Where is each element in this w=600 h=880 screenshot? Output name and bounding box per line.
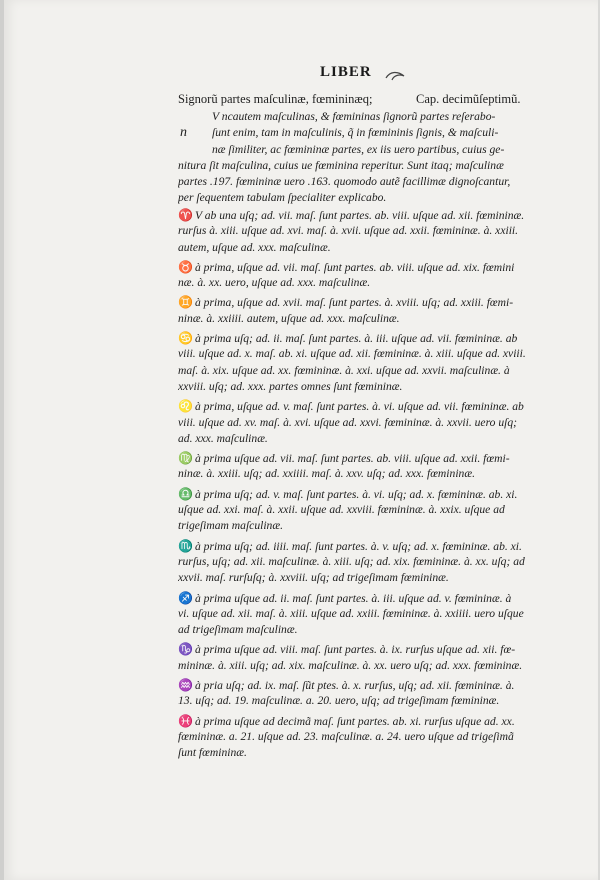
zodiac-sign-icon: ♎	[178, 486, 193, 501]
sign-text: à prima uſq; ad. ii. maſ. ſunt partes. à. iii. uſque ad. vii. fœmininæ. ab	[194, 332, 518, 346]
intro-line: per ſequentem tabulam ſpecialiter explicabo.	[178, 191, 387, 205]
sign-line	[178, 207, 550, 223]
zodiac-sign-icon: ♓	[178, 713, 193, 728]
sign-text: uſque ad. xxi. maſ. à. xxii. uſque ad. xxviii. fœmininæ. à. xxix. uſque ad	[178, 503, 505, 517]
sign-line	[178, 554, 550, 570]
intro-line: næ ſimiliter, ac fœmininæ partes, ex iis uero partibus, cuius ge-	[212, 142, 505, 156]
sign-paragraph	[178, 677, 550, 710]
sign-paragraph	[178, 330, 550, 395]
sign-paragraph	[178, 713, 550, 762]
sign-line	[178, 223, 550, 239]
intro-line: partes .197. fœmininæ uero .163. quomodo autẽ facillimæ dignoſcantur,	[178, 175, 511, 189]
sign-line	[178, 570, 550, 586]
sign-paragraph	[178, 398, 550, 447]
sign-line	[178, 466, 550, 482]
sign-text: fœmininæ. a. 21. uſque ad. 23. maſculinæ. a. 24. uero uſque ad trigeſimã	[178, 729, 514, 743]
sign-paragraph	[178, 590, 550, 639]
chapter-number: Cap. decimũſeptimũ.	[416, 92, 521, 106]
sign-text: à prima uſq; ad. v. maſ. ſunt partes. à. vi. uſq; ad. x. fœmininæ. ab. xi.	[194, 487, 518, 501]
sign-text: à prima uſque ad. vii. maſ. ſunt partes. ab. viii. uſque ad. xxii. fœmi-	[194, 452, 510, 466]
flourish-ornament	[384, 70, 408, 82]
sign-line	[178, 275, 550, 291]
sign-text: à prima uſque ad. ii. maſ. ſunt partes. à. iii. uſque ad. v. fœmininæ. à	[194, 591, 512, 605]
intro-paragraph	[178, 109, 550, 207]
sign-text: mininæ. à. xiii. uſq; ad. xix. maſculinæ. à. xx. uero uſq; ad. xxx. fœmininæ.	[178, 658, 523, 672]
sign-line	[178, 729, 550, 745]
sign-table	[178, 207, 550, 765]
zodiac-sign-icon: ♉	[178, 259, 193, 274]
sign-paragraph	[178, 294, 550, 327]
sign-text: à prima, uſque ad. v. maſ. ſunt partes. à. vi. uſque ad. vii. fœmininæ. ab	[194, 400, 524, 414]
sign-line	[178, 677, 550, 693]
sign-text: autem, uſque ad. xxx. maſculinæ.	[178, 240, 331, 254]
sign-text: trigeſimam maſculinæ.	[178, 519, 283, 533]
sign-line	[178, 590, 550, 606]
sign-text: vi. uſque ad. xii. maſ. à. xiii. uſque ad. xxiii. fœmininæ. à. xxiiii. uero uſque	[178, 606, 524, 620]
sign-text: xxviii. uſq; ad. xxx. partes omnes ſunt fœmininæ.	[178, 379, 403, 393]
zodiac-sign-icon: ♋	[178, 331, 193, 346]
sign-line	[178, 641, 550, 657]
sign-text: à prima, uſque ad. vii. maſ. ſunt partes. ab. viii. uſque ad. xix. fœmini	[194, 260, 515, 274]
sign-line	[178, 502, 550, 518]
sign-text: à pria uſq; ad. ix. maſ. ſũt ptes. à. x. rurſus, uſq; ad. xii. fœmininæ. à.	[194, 679, 515, 693]
sign-text: ſunt fœmininæ.	[178, 746, 247, 760]
sign-paragraph	[178, 450, 550, 483]
sign-line	[178, 346, 550, 362]
sign-text: à prima uſque ad decimã maſ. ſunt partes. ab. xi. rurſus uſque ad. xx.	[194, 714, 515, 728]
sign-line	[178, 330, 550, 346]
sign-line	[178, 745, 550, 761]
sign-line	[178, 538, 550, 554]
chapter-title: Signorũ partes maſculinæ, fœmininæq;	[178, 92, 373, 106]
sign-text: xxvii. maſ. rurſuſq; à. xxviii. uſq; ad trigeſimam fœmininæ.	[178, 571, 449, 585]
zodiac-sign-icon: ♒	[178, 678, 193, 693]
sign-line	[178, 658, 550, 674]
sign-text: næ. à. xx. uero, uſque ad. xxx. maſculinæ.	[178, 276, 371, 290]
intro-line: nitura ſit maſculina, cuius ue fœminina reperitur. Sunt itaq; maſculinæ	[178, 158, 504, 172]
zodiac-sign-icon: ♐	[178, 590, 193, 605]
sign-line	[178, 450, 550, 466]
sign-line	[178, 431, 550, 447]
sign-paragraph	[178, 486, 550, 535]
zodiac-sign-icon: ♑	[178, 642, 193, 657]
sign-line	[178, 713, 550, 729]
guide-letter: n	[180, 125, 187, 140]
sign-line	[178, 363, 550, 379]
running-head: LIBER	[320, 64, 372, 80]
zodiac-sign-icon: ♍	[178, 451, 193, 466]
zodiac-sign-icon: ♊	[178, 295, 193, 310]
sign-line	[178, 693, 550, 709]
sign-line	[178, 259, 550, 275]
zodiac-sign-icon: ♌	[178, 399, 193, 414]
sign-text: 13. uſq; ad. 19. maſculinæ. a. 20. uero, uſq; ad trigeſimam fœmininæ.	[178, 694, 500, 708]
sign-paragraph	[178, 538, 550, 587]
sign-line	[178, 415, 550, 431]
sign-line	[178, 240, 550, 256]
intro-line: V ncautem maſculinas, & fœmininas ſignorũ partes reſerabo-	[212, 110, 496, 123]
sign-line	[178, 606, 550, 622]
sign-line	[178, 294, 550, 310]
sign-paragraph	[178, 259, 550, 292]
zodiac-sign-icon: ♈	[178, 208, 193, 222]
sign-text: à prima, uſque ad. xvii. maſ. ſunt partes. à. xviii. uſq; ad. xxiii. fœmi-	[194, 296, 514, 310]
sign-line	[178, 518, 550, 534]
sign-line	[178, 311, 550, 327]
sign-text: maſ. à. xix. uſque ad. xx. fœmininæ. à. xxi. uſque ad. xxvii. maſculinæ. à	[178, 363, 510, 377]
sign-text: à prima uſque ad. viii. maſ. ſunt partes. à. ix. rurſus uſque ad. xii. fœ-	[194, 643, 516, 657]
sign-text: ad. xxx. maſculinæ.	[178, 431, 268, 445]
sign-text: V ab una uſq; ad. vii. maſ. ſunt partes. ab. viii. uſque ad. xii. fœmininæ.	[194, 209, 525, 222]
sign-line	[178, 486, 550, 502]
sign-text: à prima uſq; ad. iiii. maſ. ſunt partes. à. v. uſq; ad. x. fœmininæ. ab. xi.	[194, 539, 522, 553]
sign-text: ad trigeſimam maſculinæ.	[178, 623, 298, 637]
sign-line	[178, 379, 550, 395]
chapter-heading	[178, 92, 548, 107]
sign-paragraph	[178, 207, 550, 256]
sign-line	[178, 398, 550, 414]
sign-text: ninæ. à. xxiii. uſq; ad. xxiiii. maſ. à. xxv. uſq; ad. xxx. fœmininæ.	[178, 467, 475, 481]
sign-paragraph	[178, 641, 550, 674]
sign-text: ninæ. à. xxiiii. autem, uſque ad. xxx. maſculinæ.	[178, 311, 400, 325]
sign-text: viii. uſque ad. x. maſ. ab. xi. uſque ad. xii. fœmininæ. à. xiii. uſque ad. xviii.	[178, 347, 526, 361]
sign-text: rurſus, uſq; ad. xii. maſculinæ. à. xiii. uſq; ad. xix. fœmininæ. à. xx. uſq; ad	[178, 554, 525, 568]
sign-line	[178, 622, 550, 638]
zodiac-sign-icon: ♏	[178, 538, 193, 553]
sign-text: rurſus à. xiii. uſque ad. xvi. maſ. à. xvii. uſque ad. xxii. fœmininæ. à. xxiii.	[178, 224, 519, 238]
sign-text: viii. uſque ad. xv. maſ. à. xvi. uſque ad. xxvi. fœmininæ. à. xxvii. uero uſq;	[178, 415, 518, 429]
intro-line: ſunt enim, tam in maſculinis, q̃ in fœmininis ſignis, & maſculi-	[212, 126, 499, 140]
